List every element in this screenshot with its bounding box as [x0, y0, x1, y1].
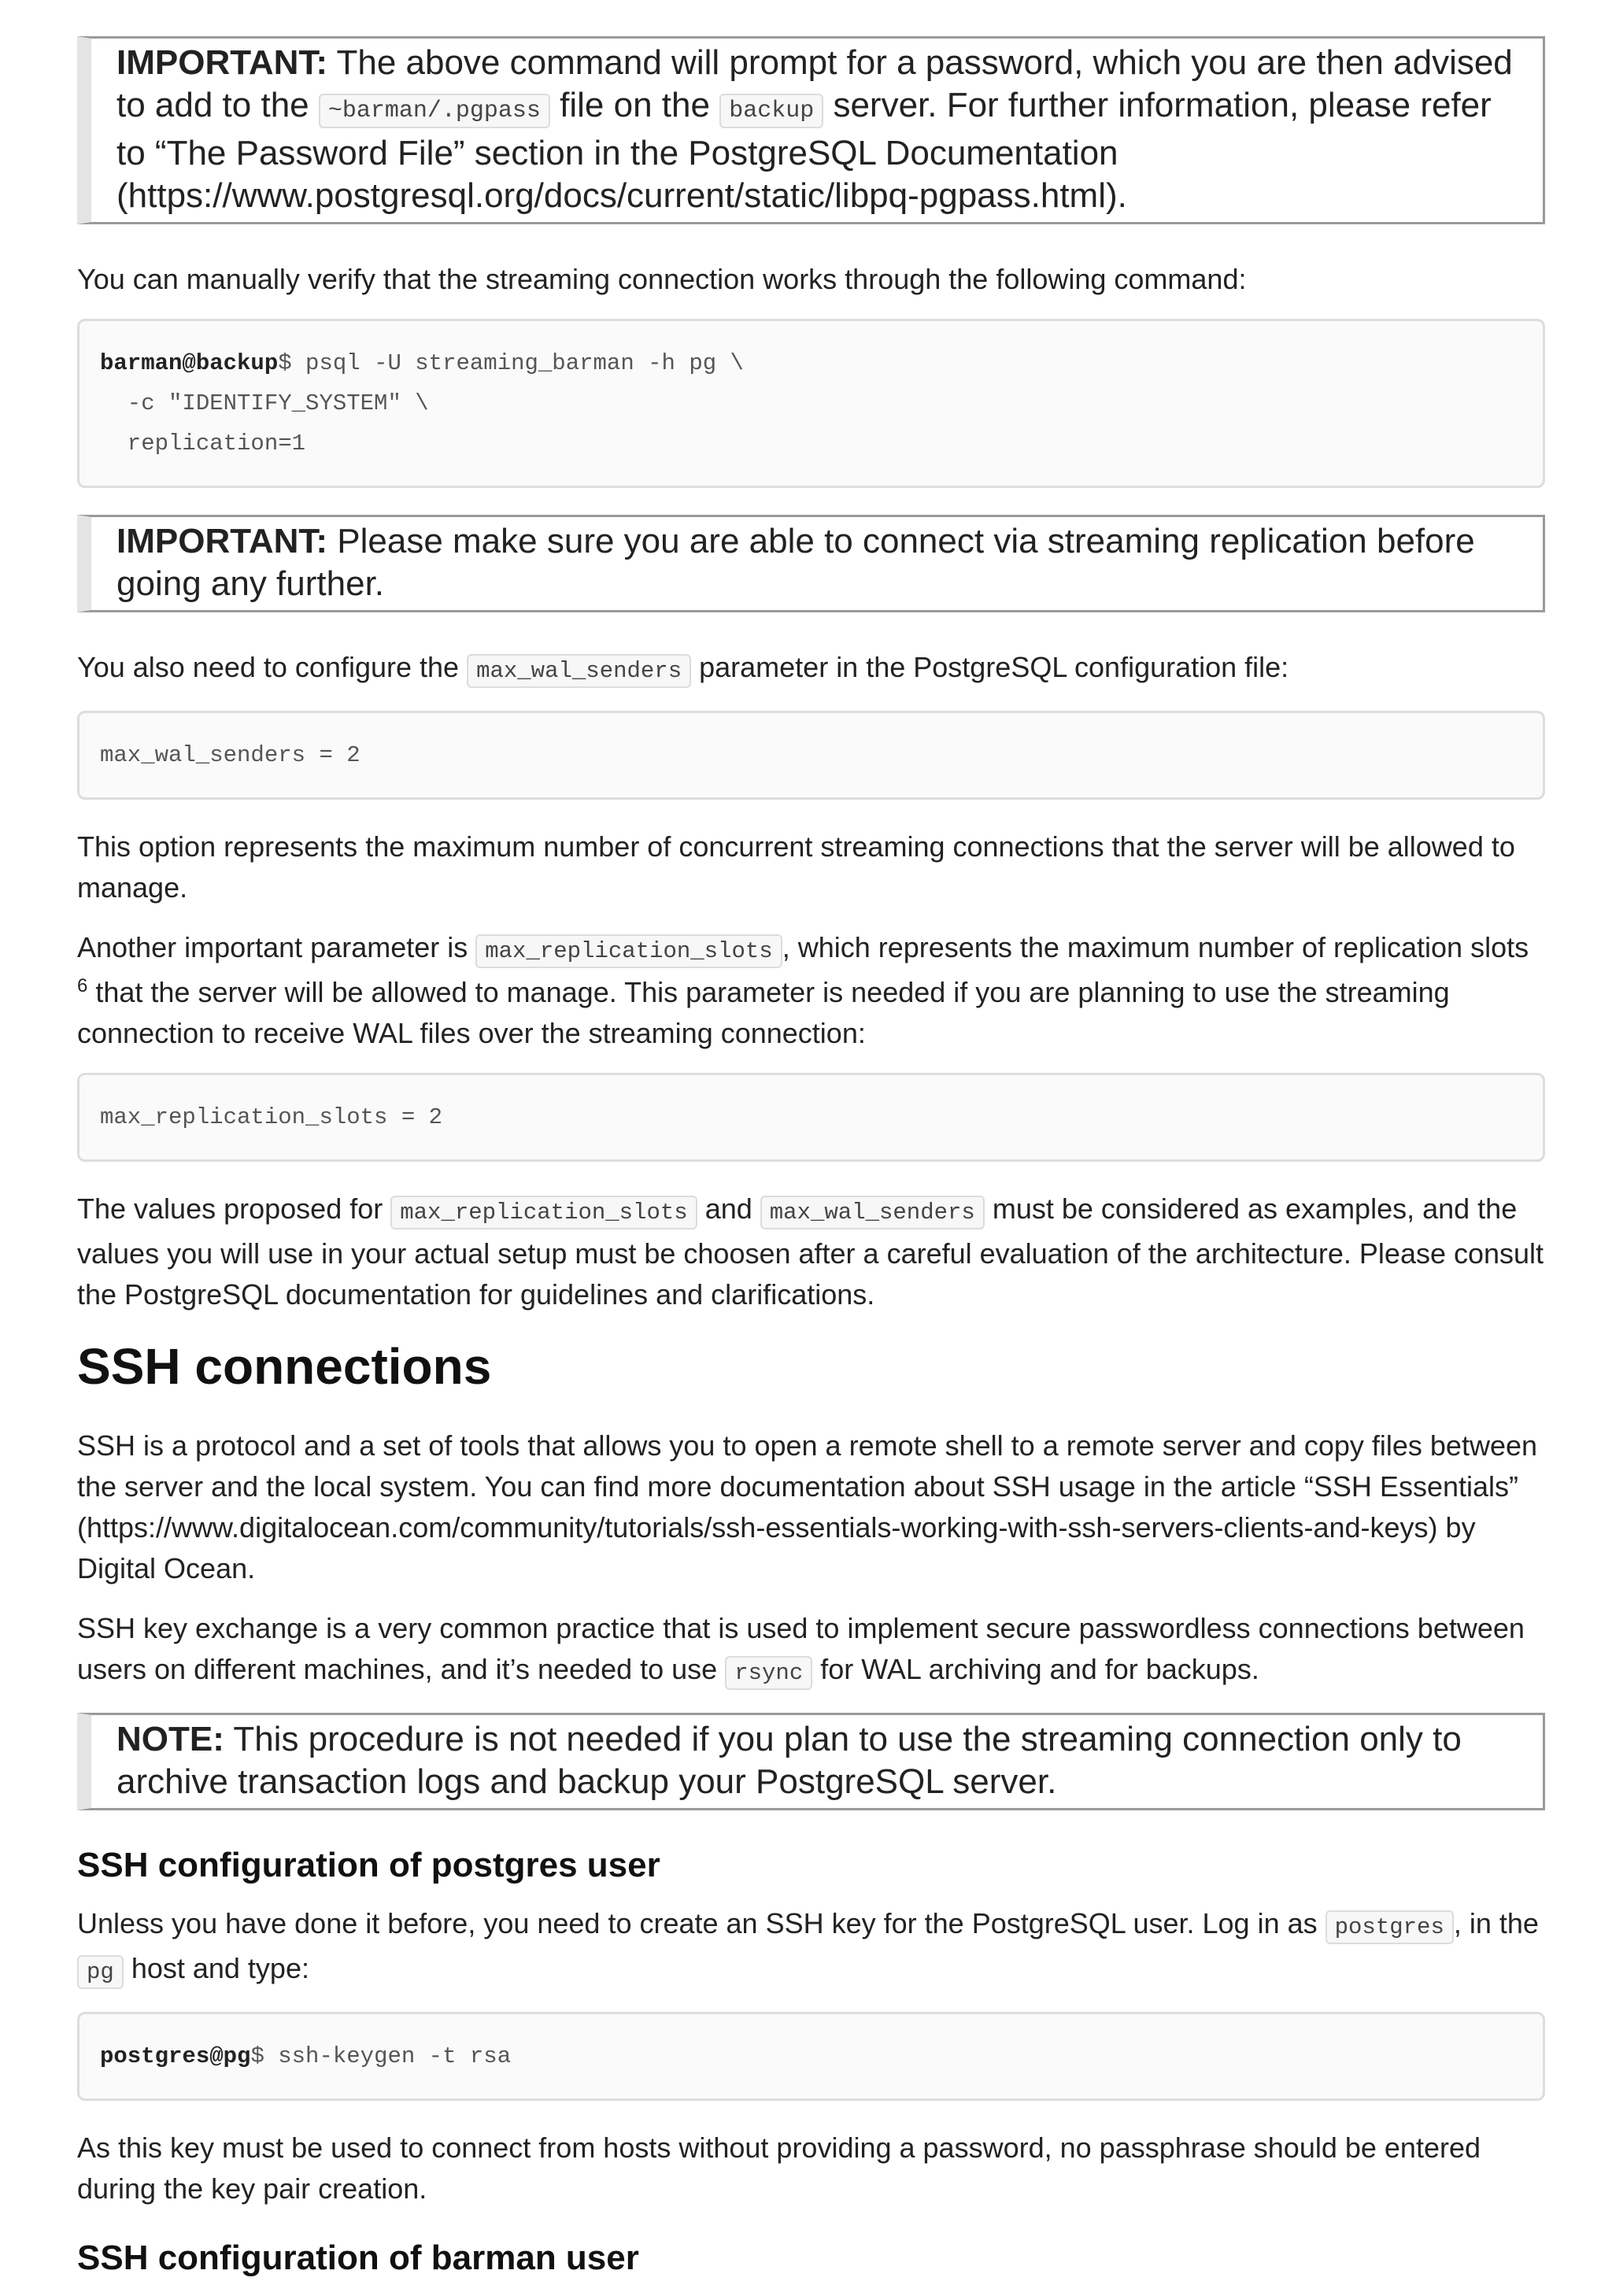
paragraph-text: that the server will be allowed to manage. This parameter is needed if you are planning to use the streaming connection to receive WAL files over the streaming connection: [77, 976, 1450, 1049]
document-page [77, 36, 1545, 2296]
paragraph-text: Unless you have done it before, you need to create an SSH key for the PostgreSQL user. Log in as [77, 1907, 1325, 1939]
replication-slots-code-block: max_replication_slots = 2 [77, 1073, 1545, 1162]
ssh-connections-heading: SSH connections [77, 1338, 492, 1395]
shell-prompt: postgres@pg [100, 2043, 251, 2069]
paragraph-text: and [697, 1192, 760, 1225]
postgres-ssh-heading: SSH configuration of postgres user [77, 1846, 660, 1884]
paragraph-text: for WAL archiving and for backups. [812, 1653, 1259, 1685]
ssh-intro-paragraph: SSH is a protocol and a set of tools that allows you to open a remote shell to a remote server and copy files between the server and the local system. You can find more documentation about SSH usage in the article “SSH Essentials” (https://www.digitalocean.com/community/tutorials/ssh-essentials-working-with-ssh-servers-clients-and-keys) by Digital Ocean. [77, 1429, 1538, 1584]
paragraph-text: parameter in the PostgreSQL configuration file: [691, 651, 1289, 683]
pgpass-path-code: ~barman/.pgpass [319, 94, 550, 128]
ssh-keygen-code-block [77, 2012, 1545, 2101]
postgres-user-code: postgres [1325, 1910, 1454, 1944]
important-callout-password [77, 36, 1545, 224]
backup-server-code: backup [719, 94, 823, 128]
callout-text: Please make sure you are able to connect via streaming replication before going any further. [116, 522, 1475, 603]
max-wal-senders-code: max_wal_senders [760, 1196, 985, 1229]
wal-senders-code-block: max_wal_senders = 2 [77, 711, 1545, 800]
callout-text: server. For further information, please refer to “The Password File” section in the PostgreSQL Documentation (https://www.postgresql.org/docs/current/static/libpq-pgpass.html). [116, 86, 1492, 215]
rsync-code: rsync [725, 1656, 812, 1690]
barman-ssh-heading: SSH configuration of barman user [77, 2239, 639, 2277]
wal-senders-paragraph [77, 647, 1545, 692]
paragraph-text: Another important parameter is [77, 931, 476, 963]
max-replication-slots-code: max_replication_slots [475, 934, 782, 968]
paragraph-text: host and type: [123, 1952, 309, 1984]
paragraph-text: The values proposed for [77, 1192, 391, 1225]
key-exchange-paragraph [77, 1608, 1545, 1694]
command-text: $ psql -U streaming_barman -h pg \ -c "IDENTIFY_SYSTEM" \ replication=1 [127, 350, 744, 457]
important-callout-streaming [77, 515, 1545, 612]
replication-slots-paragraph [77, 927, 1545, 1054]
callout-label: IMPORTANT: [116, 43, 328, 82]
values-paragraph [77, 1189, 1545, 1315]
pg-host-code: pg [77, 1955, 124, 1989]
postgres-ssh-paragraph [77, 1903, 1545, 1993]
passphrase-paragraph: As this key must be used to connect from hosts without providing a password, no passphrase should be entered during the key pair creation. [77, 2131, 1481, 2205]
callout-label: NOTE: [116, 1720, 224, 1758]
callout-text: This procedure is not needed if you plan to use the streaming connection only to archive transaction logs and backup your PostgreSQL server. [116, 1720, 1462, 1801]
paragraph-text: must be considered as examples, and the values you will use in your actual setup must be choosen after a careful evaluation of the architecture. Please consult the PostgreSQL documentation for guidelines and clarifications. [77, 1192, 1544, 1311]
shell-prompt: barman@backup [100, 350, 279, 376]
command-text: $ ssh-keygen -t rsa [250, 2043, 512, 2069]
option-paragraph: This option represents the maximum number of concurrent streaming connections that the server will be allowed to manage. [77, 830, 1515, 904]
footnote-ref: 6 [77, 975, 88, 996]
max-replication-slots-code: max_replication_slots [390, 1196, 697, 1229]
psql-verify-code-block [77, 319, 1545, 488]
max-wal-senders-code: max_wal_senders [467, 654, 691, 688]
paragraph-text: , which represents the maximum number of replication slots [782, 931, 1529, 963]
paragraph-text: You also need to configure the [77, 651, 468, 683]
callout-text: file on the [549, 86, 720, 124]
note-callout [77, 1713, 1545, 1810]
callout-label: IMPORTANT: [116, 522, 328, 560]
paragraph-text: , in the [1453, 1907, 1539, 1939]
callout-text: The above command will prompt for a password, which you are then advised to add to the [116, 43, 1513, 124]
verify-paragraph: You can manually verify that the streaming connection works through the following command: [77, 263, 1247, 295]
paragraph-text: SSH key exchange is a very common practice that is used to implement secure passwordless connections between users on different machines, and it’s needed to use [77, 1612, 1525, 1685]
